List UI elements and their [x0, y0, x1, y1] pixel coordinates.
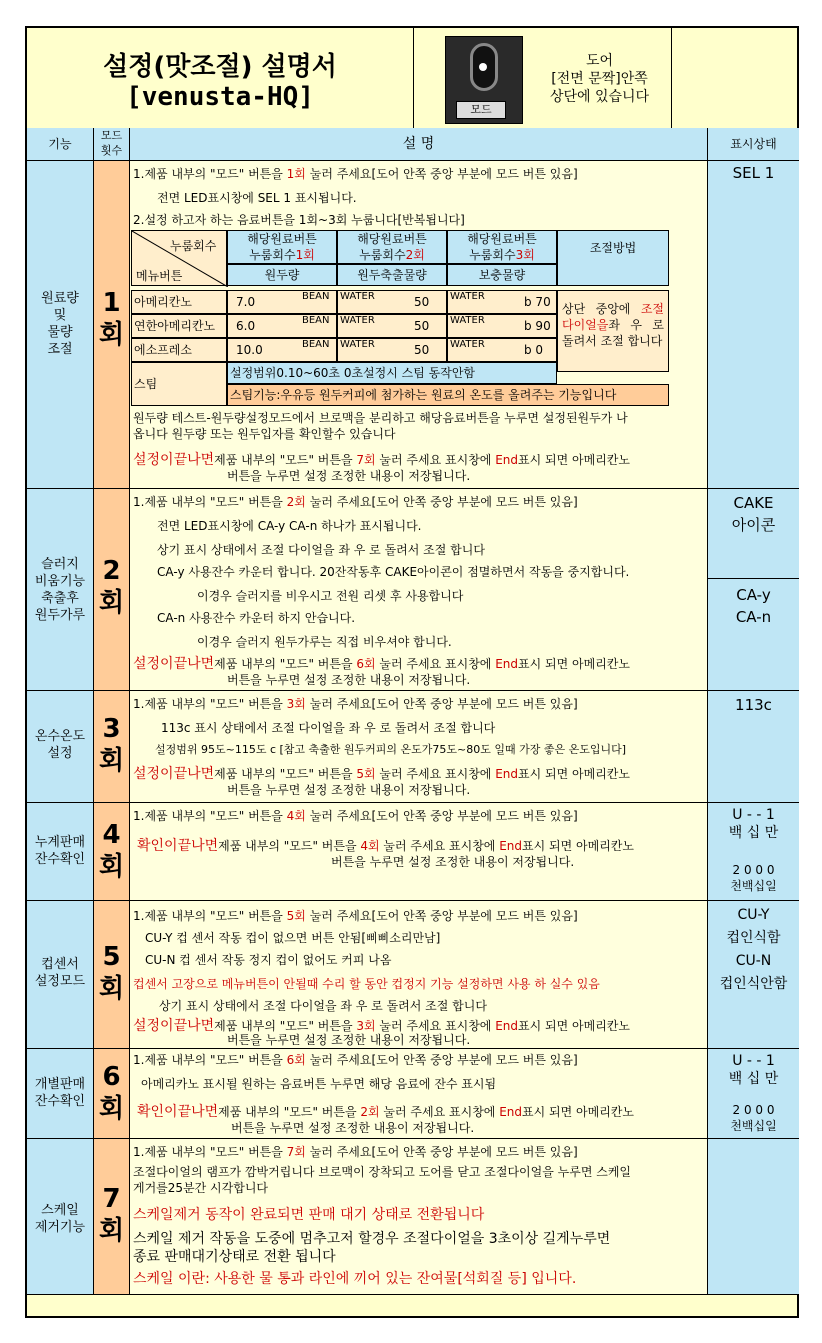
- s3-end2: 버튼을 누루면 설정 조정한 내용이 저장됩니다.: [227, 783, 471, 797]
- s3-line3: 설정범위 95도~115도 c [참고 축출한 원두커피의 온도가75도~80도 일때 가장 좋은 온도입니다]: [155, 743, 627, 756]
- table-row-extra: WATER b 70: [447, 290, 557, 314]
- page-title: 설정(맛조절) 설명서: [103, 52, 337, 82]
- status-2: CAKE 아이콘: [731, 494, 776, 534]
- s4-end: 확인이끝나면제품 내부의 "모드" 버튼을 4회 눌러 주세요 표시창에 End표시 되면 아메리칸노: [137, 838, 634, 854]
- s5-line4: 컵센서 고장으로 메뉴버튼이 안될때 수리 할 동안 컵정지 기능 설정하면 사용 하 실수 있음: [133, 977, 600, 991]
- s7-line2: 조절다이얼의 램프가 깜박거립니다 브로맥이 장착되고 도어를 닫고 조절다이얼을 누루면 스케일: [133, 1165, 632, 1179]
- table-row-water: WATER 50: [337, 338, 447, 362]
- table-row-extra: WATER b 90: [447, 314, 557, 338]
- status-3: 113c: [735, 696, 772, 714]
- s2-line3: 상기 표시 상태에서 조절 다이얼을 좌 우 로 돌려서 조절 합니다: [157, 543, 485, 557]
- s2-line1: 1.제품 내부의 "모드" 버튼을 2회 눌러 주세요[도어 안쪽 중앙 부분에 모드 버튼 있음]: [133, 495, 578, 509]
- s1-line2: 전면 LED표시창에 SEL 1 표시됩니다.: [157, 191, 357, 205]
- status-5: CU-Y 컵인식함 CU-N 컵인식안함: [719, 907, 788, 992]
- header-status: 표시상태: [708, 128, 799, 160]
- s7-line3: 게거를25분간 시각합니다: [133, 1181, 269, 1195]
- header-desc: 설 명: [130, 128, 707, 160]
- mode-count-6: 6 회: [94, 1049, 129, 1138]
- label-section-6: 개별판매 잔수확인: [34, 1077, 86, 1109]
- table-header-3: 해당원료버튼 누룸회수3회: [447, 230, 557, 264]
- s7-line1: 1.제품 내부의 "모드" 버튼을 7회 눌러 주세요[도어 안쪽 중앙 부분에 모드 버튼 있음]: [133, 1145, 578, 1159]
- mode-button-photo: [445, 36, 523, 124]
- mode-count-3: 3 회: [94, 691, 129, 802]
- model-name: [venusta-HQ]: [126, 82, 314, 112]
- s3-end: 설정이끝나면제품 내부의 "모드" 버튼을 5회 눌러 주세요 표시창에 End표시 되면 아메리칸노: [133, 766, 630, 782]
- s1-test2: 옵니다 원두량 또는 원두입자를 확인할수 있습니다: [133, 427, 396, 441]
- s1-end: 설정이끝나면제품 내부의 "모드" 버튼을 7회 눌러 주세요 표시창에 End표시 되면 아메리칸노: [133, 452, 630, 468]
- s6-line2: 아메리카노 표시될 원하는 음료버튼 누루면 해당 음료에 잔수 표시됨: [141, 1077, 497, 1091]
- table-header-2: 해당원료버튼 누룸회수2회: [337, 230, 447, 264]
- s5-line5: 상기 표시 상태에서 조절 다이얼을 좌 우 로 돌려서 조절 합니다: [159, 999, 487, 1013]
- s3-line1: 1.제품 내부의 "모드" 버튼을 3회 눌러 주세요[도어 안쪽 중앙 부분에 모드 버튼 있음]: [133, 697, 578, 711]
- s4-line1: 1.제품 내부의 "모드" 버튼을 4회 눌러 주세요[도어 안쪽 중앙 부분에 모드 버튼 있음]: [133, 809, 578, 823]
- s5-line3: CU-N 컵 센서 작동 정지 컵이 없어도 커피 나옴: [145, 953, 392, 967]
- status-1: SEL 1: [732, 164, 775, 182]
- steam-range: 설정범위0.10~60초 0초설정시 스팀 동작안함: [227, 362, 557, 384]
- header-mode: 모드 횟수: [94, 128, 129, 160]
- s7-line5: 스케일 제거 작동을 도중에 멈추고저 할경우 조절다이얼을 3초이상 길게누루면: [133, 1231, 611, 1247]
- status-4b: 2 0 0 0 천백십일: [730, 863, 777, 893]
- s7-line7: 스케일 이란: 사용한 물 통과 라인에 끼어 있는 잔여물[석회질 등] 입니다.: [133, 1271, 577, 1287]
- label-section-4: 누계판매 잔수확인: [34, 835, 86, 867]
- s2-line7: 이경우 슬러지 원두가루는 직접 비우셔야 합니다.: [197, 635, 452, 649]
- s7-line4: 스케일제거 동작이 완료되면 판매 대기 상태로 전환됩니다: [133, 1207, 485, 1223]
- table-header-method: 조절방법: [557, 230, 669, 286]
- table-row-bean: 6.0 BEAN: [227, 314, 337, 338]
- table-row-menu: 아메리칸노: [131, 290, 227, 314]
- led-icon: [479, 63, 487, 71]
- label-section-2: 슬러지 비움기능 축출후 원두가루: [34, 557, 86, 623]
- mode-count-2: 2 회: [94, 489, 129, 690]
- mode-count-1: 1 회: [94, 161, 129, 488]
- status-6b: 2 0 0 0 천백십일: [730, 1103, 777, 1133]
- mode-count-4: 4 회: [94, 803, 129, 900]
- header-func: 기능: [27, 128, 93, 160]
- table-row-extra: WATER b 0: [447, 338, 557, 362]
- label-section-3: 온수온도 설정: [34, 729, 86, 761]
- s6-end: 확인이끝나면제품 내부의 "모드" 버튼을 2회 눌러 주세요 표시창에 End표시 되면 아메리칸노: [137, 1104, 634, 1120]
- table-sub-2: 원두축출물량: [337, 264, 447, 286]
- s4-end2: 버튼을 누루면 설정 조정한 내용이 저장됩니다.: [331, 855, 575, 869]
- table-row-water: WATER 50: [337, 314, 447, 338]
- mode-count-7: 7 회: [94, 1139, 129, 1294]
- s1-line1: 1.제품 내부의 "모드" 버튼을 1회 눌러 주세요[도어 안쪽 중앙 부분에 모드 버튼 있음]: [133, 167, 578, 181]
- steam-label: 스팀: [131, 362, 227, 406]
- s6-end2: 버튼을 누루면 설정 조정한 내용이 저장됩니다.: [231, 1121, 475, 1135]
- s1-line3: 2.설정 하고자 하는 음료버튼을 1회~3회 누룹니다[반복됩니다]: [133, 213, 465, 227]
- table-sub-3: 보충물량: [447, 264, 557, 286]
- s1-test1: 원두량 테스트-원두량설정모드에서 브로맥을 분리하고 해당음료버튼을 누루면 설정된원두가 나: [133, 411, 628, 425]
- s1-end2: 버튼을 누루면 설정 조정한 내용이 저장됩니다.: [227, 469, 471, 483]
- table-row-bean: 7.0 BEAN: [227, 290, 337, 314]
- label-section-5: 컵센서 설정모드: [34, 957, 86, 989]
- s5-line1: 1.제품 내부의 "모드" 버튼을 5회 눌러 주세요[도어 안쪽 중앙 부분에 모드 버튼 있음]: [133, 909, 578, 923]
- status-4: U - - 1 백 십 만: [728, 807, 779, 841]
- s2-line4: CA-y 사용잔수 카운터 합니다. 20잔작동후 CAKE아이콘이 점멸하면서 작동을 중지합니다.: [157, 565, 630, 579]
- table-row-menu: 에소프레소: [131, 338, 227, 362]
- instruction-sheet: [25, 26, 799, 1318]
- steam-desc: 스팀기능:우유등 원두커피에 첨가하는 원료의 온도를 올려주는 기능입니다: [227, 384, 669, 406]
- table-row-bean: 10.0 BEAN: [227, 338, 337, 362]
- mode-count-5: 5 회: [94, 901, 129, 1048]
- s2-line6: CA-n 사용잔수 카운터 하지 안습니다.: [157, 611, 356, 625]
- table-sub-1: 원두량: [227, 264, 337, 286]
- label-section-1: 원료량 및 물량 조절: [41, 291, 79, 357]
- adjust-method: 상단 중앙에 조절 다이얼을좌 우 로 돌려서 조절 합니다: [557, 290, 669, 372]
- label-section-7: 스케일 제거기능: [34, 1203, 86, 1235]
- table-header-1: 해당원료버튼 누룸회수1회: [227, 230, 337, 264]
- s6-line1: 1.제품 내부의 "모드" 버튼을 6회 눌러 주세요[도어 안쪽 중앙 부분에 모드 버튼 있음]: [133, 1053, 578, 1067]
- s2-line2: 전면 LED표시창에 CA-y CA-n 하나가 표시됩니다.: [157, 519, 422, 533]
- s5-end: 설정이끝나면제품 내부의 "모드" 버튼을 3회 눌러 주세요 표시창에 End표시 되면 아메리칸노: [133, 1018, 630, 1034]
- s5-line2: CU-Y 컵 센서 작동 컵이 없으면 버튼 안됨[삐삐소리만남]: [145, 931, 441, 945]
- mode-button-label: 모드: [456, 101, 506, 119]
- s5-end2: 버튼을 누루면 설정 조정한 내용이 저장됩니다.: [227, 1033, 471, 1047]
- table-row-water: WATER 50: [337, 290, 447, 314]
- s3-line2: 113c 표시 상태에서 조절 다이얼을 좌 우 로 돌려서 조절 합니다: [161, 721, 496, 735]
- s7-line6: 종료 판매대기상태로 전환 됩니다: [133, 1249, 336, 1265]
- status-2b: CA-y CA-n: [735, 586, 772, 626]
- table-corner: 누룸회수 메뉴버튼: [131, 230, 227, 286]
- door-note: 도어 [전면 문짝]안쪽 상단에 있습니다: [549, 53, 650, 105]
- s2-line5: 이경우 슬러지를 비우시고 전원 리셋 후 사용합니다: [197, 589, 464, 603]
- s2-end: 설정이끝나면제품 내부의 "모드" 버튼을 6회 눌러 주세요 표시창에 End표시 되면 아메리칸노: [133, 656, 630, 672]
- s2-end2: 버튼을 누루면 설정 조정한 내용이 저장됩니다.: [227, 673, 471, 687]
- status-6: U - - 1 백 십 만: [728, 1053, 779, 1087]
- table-row-menu: 연한아메리칸노: [131, 314, 227, 338]
